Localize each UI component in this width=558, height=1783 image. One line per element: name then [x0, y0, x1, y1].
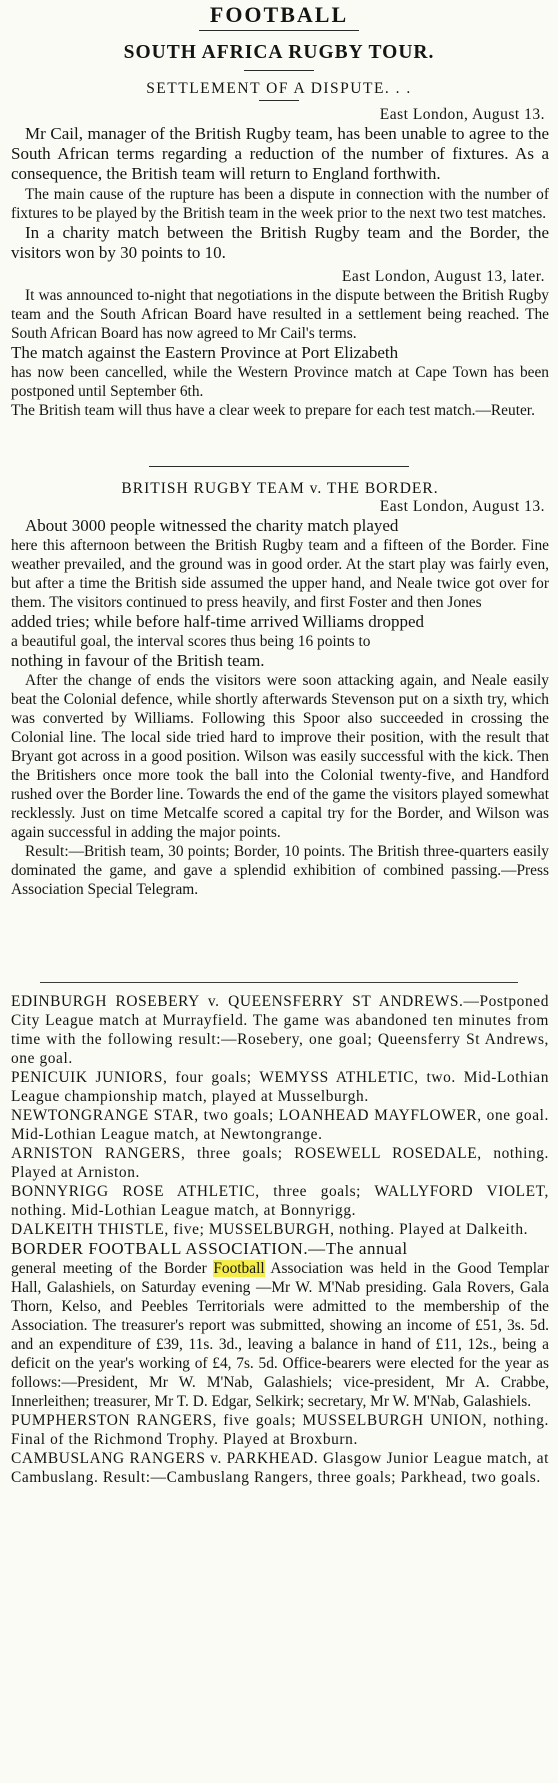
paragraph: The British team will thus have a clear week to prepare for each test match.—Reuter. — [11, 402, 535, 419]
section-title: FOOTBALL — [209, 2, 349, 27]
dateline: East London, August 13. — [379, 498, 545, 515]
paragraph: Result:—British team, 30 points; Border, 10 points. The British three-quarters easily dominated the game, and gave a splendid exhibition of combined passing.—Press Association Special Telegram. — [11, 843, 549, 898]
dateline: East London, August 13, later. — [341, 268, 545, 285]
tour-headline: SOUTH AFRICA RUGBY TOUR. — [123, 42, 435, 63]
bfa-text-pre: general meeting of the Border — [11, 1260, 214, 1277]
result-item: PUMPHERSTON RANGERS, five goals; MUSSELBURGH UNION, nothing. Final of the Richmond Trophy. Played at Broxburn. — [11, 1412, 549, 1448]
title-rule — [199, 30, 359, 31]
tour-article — [0, 106, 558, 420]
paragraph: About 3000 people witnessed the charity match played — [25, 516, 399, 535]
highlighted-word: Football — [213, 1260, 265, 1277]
paragraph: The main cause of the rupture has been a dispute in connection with the number of fixtures to be played by the British team in the week prior to the next two test matches. — [11, 186, 549, 222]
bfa-paragraph — [11, 1259, 549, 1411]
results-list — [0, 992, 558, 1487]
paragraph: a beautiful goal, the interval scores thus being 16 points to — [11, 633, 371, 650]
paragraph: here this afternoon between the British Rugby team and a fifteen of the Border. Fine weather prevailed, and the ground was in good order. At the start play was fairly even, but after a time the British side assumed the upper hand, and Neale twice got over for them. The visitors continued to press heavily, and first Foster and then Jones — [11, 537, 549, 611]
result-item: PENICUIK JUNIORS, four goals; WEMYSS ATHLETIC, two. Mid-Lothian League championship match, played at Musselburgh. — [11, 1069, 549, 1105]
subhead-rule — [259, 100, 299, 101]
result-item: EDINBURGH ROSEBERY v. QUEENSFERRY ST ANDREWS.—Postponed City League match at Murrayfield. The game was abandoned ten minutes from time with the following result:—Rosebery, one goal; Queensferry St Andrews, one goal. — [11, 993, 549, 1067]
result-item: BONNYRIGG ROSE ATHLETIC, three goals; WALLYFORD VIOLET, nothing. Mid-Lothian League match, at Bonnyrigg. — [11, 1183, 549, 1219]
bfa-lead: BORDER FOOTBALL ASSOCIATION.—The annual — [11, 1239, 408, 1258]
result-item: CAMBUSLANG RANGERS v. PARKHEAD. Glasgow Junior League match, at Cambuslang. Result:—Cambuslang Rangers, three goals; Parkhead, two goals. — [11, 1450, 549, 1486]
dateline: East London, August 13. — [379, 106, 545, 123]
paragraph: has now been cancelled, while the Western Province match at Cape Town has been postponed until September 6th. — [11, 364, 549, 400]
paragraph: added tries; while before half-time arrived Williams dropped — [11, 612, 424, 631]
paragraph: It was announced to-night that negotiations in the dispute between the British Rugby team and the South African Board have resulted in a settlement being reached. The South African Board has now agreed to Mr Cail's terms. — [11, 287, 549, 342]
result-item: DALKEITH THISTLE, five; MUSSELBURGH, nothing. Played at Dalkeith. — [11, 1221, 529, 1238]
section-rule — [149, 466, 409, 467]
paragraph: Mr Cail, manager of the British Rugby team, has been unable to agree to the South African terms regarding a reduction of the number of fixtures. As a consequence, the British team will return to England forthwith. — [11, 124, 549, 183]
paragraph: In a charity match between the British Rugby team and the Border, the visitors won by 30 points to 10. — [11, 223, 549, 262]
tour-subhead: SETTLEMENT OF A DISPUTE. . . — [146, 80, 412, 97]
paragraph: The match against the Eastern Province at Port Elizabeth — [11, 343, 399, 362]
border-headline: BRITISH RUGBY TEAM v. THE BORDER. — [121, 480, 439, 497]
border-match-article — [0, 480, 558, 899]
bfa-text-post: Association was held in the Good Templar Hall, Galashiels, on Saturday evening —Mr W. M'Nab presiding. Gala Rovers, Gala Thorn, Kelso, and Peebles Territorials were admitted to the membership of the Association. The treasurer's report was submitted, showing an income of £51, 3s. 5d. and an expenditure of £39, 11s. 3d., leaving a balance in hand of £11, 12s., being a deficit on the year's working of £4, 7s. 5d. Office-bearers were elected for the year as follows:—President, Mr W. M'Nab, Galashiels; vice-president, Mr A. Crabbe, Innerleithen; treasurer, Mr T. D. Edgar, Selkirk; secretary, Mr W. M'Nab, Galashiels. — [11, 1260, 549, 1410]
headline-rule — [244, 70, 314, 71]
section-rule — [40, 982, 518, 983]
paragraph: After the change of ends the visitors were soon attacking again, and Neale easily beat the Colonial defence, while shortly afterwards Stevenson put on a sixth try, which was converted by Williams. Following this Spoor also succeeded in crossing the Colonial line. The local side tried hard to improve their position, with the result that Bryant got across in a good position. Wilson was easily successful with the kick. Then the Britishers once more took the ball into the Colonial twenty-five, and Handford rushed over the Border line. Towards the end of the game the visitors played somewhat recklessly. Just on time Metcalfe scored a capital try for the Border, and Wilson was again successful in adding the major points. — [11, 672, 549, 841]
paragraph: nothing in favour of the British team. — [11, 651, 265, 670]
result-item: NEWTONGRANGE STAR, two goals; LOANHEAD MAYFLOWER, one goal. Mid-Lothian League match, at Newtongrange. — [11, 1107, 549, 1143]
result-item: ARNISTON RANGERS, three goals; ROSEWELL ROSEDALE, nothing. Played at Arniston. — [11, 1145, 549, 1181]
